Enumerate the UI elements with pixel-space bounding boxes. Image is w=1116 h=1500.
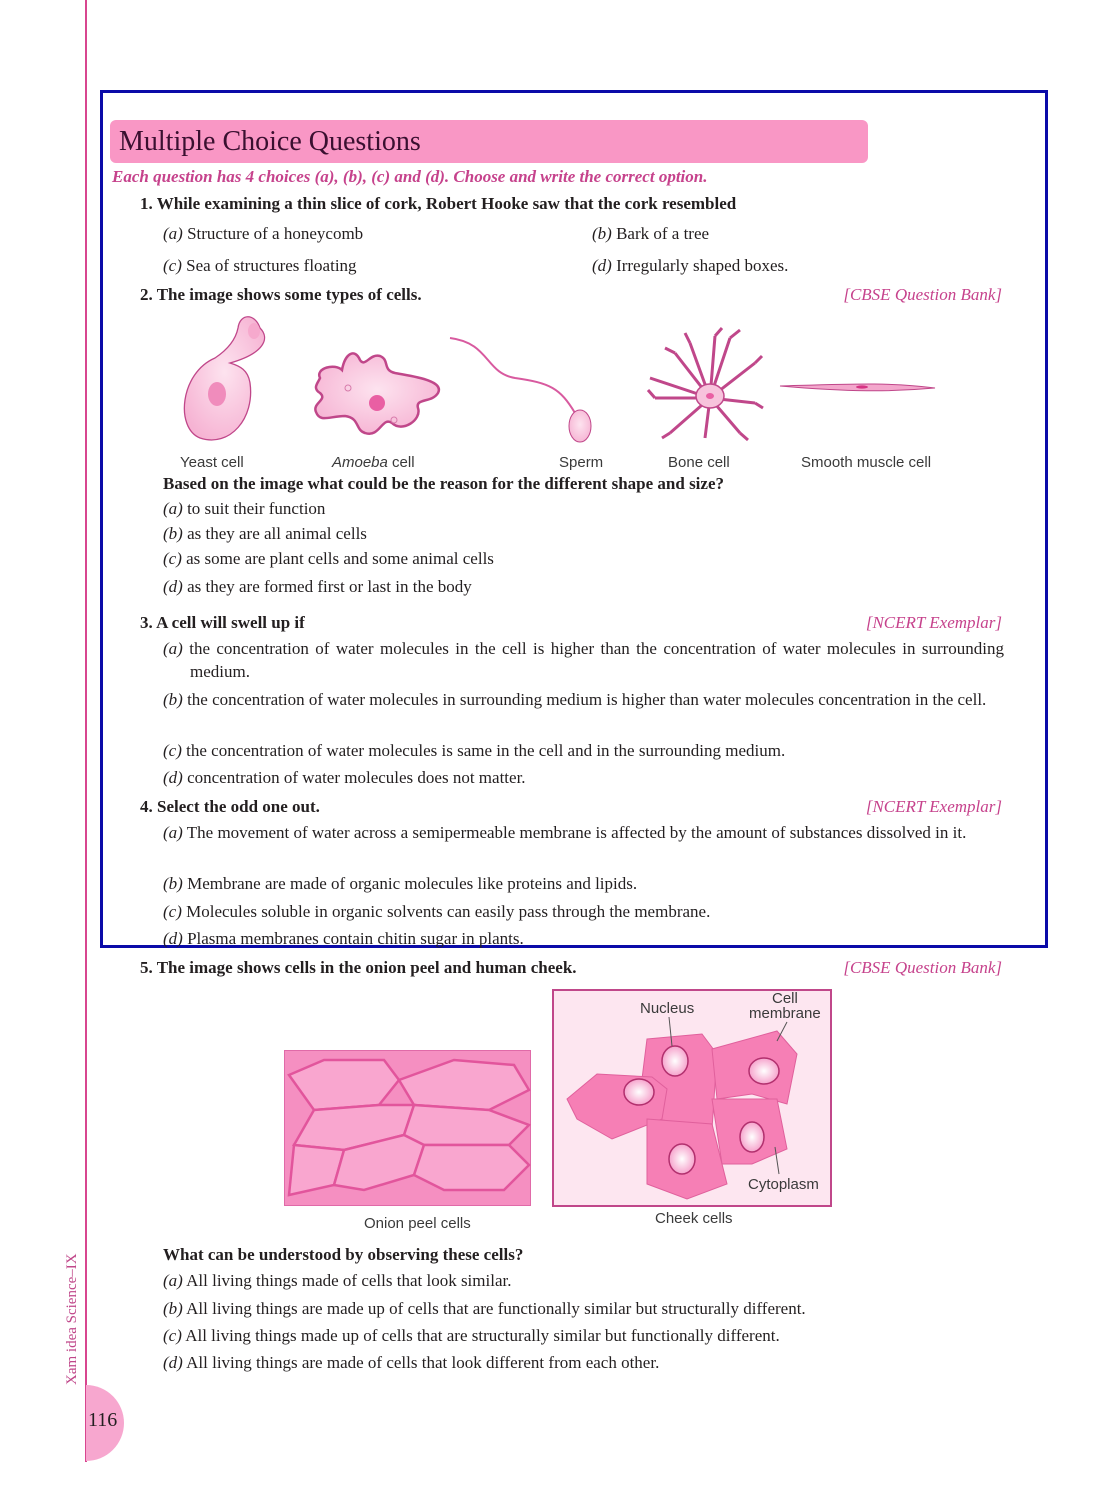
question-number: 5. xyxy=(140,958,153,977)
option-label: (c) xyxy=(163,549,182,568)
q2-option-c[interactable] xyxy=(163,547,494,570)
option-text: All living things are made of cells that look different from each other. xyxy=(186,1353,660,1372)
option-label: (d) xyxy=(163,929,183,948)
question-number: 4. xyxy=(140,797,153,816)
q4-option-d[interactable] xyxy=(163,927,524,950)
label-yeast-cell: Yeast cell xyxy=(180,454,244,471)
cell-types-figure xyxy=(170,308,950,453)
question-2 xyxy=(140,285,422,305)
option-label: (b) xyxy=(163,874,183,893)
q2-option-d[interactable] xyxy=(163,575,472,598)
option-label: (d) xyxy=(163,577,183,596)
q5-option-a[interactable] xyxy=(163,1269,511,1292)
onion-peel-image xyxy=(284,1050,531,1206)
option-text: All living things made of cells that look similar. xyxy=(186,1271,512,1290)
question-text: The image shows some types of cells. xyxy=(156,285,422,304)
margin-line xyxy=(85,0,87,1462)
option-label: (a) xyxy=(163,499,183,518)
option-text: the concentration of water molecules in the cell is higher than the concentration of water molecules in surrounding medium. xyxy=(189,639,1004,681)
question-3 xyxy=(140,613,305,633)
bone-cell-drawing xyxy=(648,328,763,440)
question-5-source: [CBSE Question Bank] xyxy=(843,958,1002,977)
option-label: (a) xyxy=(163,1271,183,1290)
option-text: All living things made up of cells that are structurally similar but functionally different. xyxy=(185,1326,780,1345)
question-2-source: [CBSE Question Bank] xyxy=(843,285,1002,304)
q2-option-a[interactable] xyxy=(163,497,325,520)
option-text: as they are all animal cells xyxy=(187,524,367,543)
option-label: (b) xyxy=(163,524,183,543)
option-label: (d) xyxy=(163,1353,183,1372)
option-text: concentration of water molecules does not matter. xyxy=(187,768,526,787)
label-cytoplasm: Cytoplasm xyxy=(748,1176,819,1193)
label-amoeba-italic: Amoeba xyxy=(332,454,388,471)
q2-option-b[interactable] xyxy=(163,522,367,545)
amoeba-cell-drawing xyxy=(315,353,439,433)
option-label: (d) xyxy=(163,768,183,787)
option-label: (c) xyxy=(163,741,182,760)
label-sperm: Sperm xyxy=(559,454,604,471)
option-text: Membrane are made of organic molecules like proteins and lipids. xyxy=(187,874,638,893)
smooth-muscle-cell-drawing xyxy=(780,384,935,391)
label-bone-cell: Bone cell xyxy=(668,454,730,471)
option-text: the concentration of water molecules in surrounding medium is higher than water molecules concentration in the cell. xyxy=(187,690,987,709)
option-text: Irregularly shaped boxes. xyxy=(616,256,789,275)
q4-option-a[interactable] xyxy=(163,821,1004,844)
option-label: (b) xyxy=(163,1299,183,1318)
label-amoeba-cell xyxy=(332,454,415,471)
book-title: Xam idea Science–IX xyxy=(64,1253,80,1385)
label-nucleus: Nucleus xyxy=(640,1000,695,1017)
q1-option-b[interactable] xyxy=(592,222,709,245)
q4-option-c[interactable] xyxy=(163,900,710,923)
q3-option-d[interactable] xyxy=(163,766,526,789)
option-label: (b) xyxy=(163,690,183,709)
option-label: (c) xyxy=(163,1326,182,1345)
option-label: (a) xyxy=(163,224,183,243)
question-text: Select the odd one out. xyxy=(157,797,320,816)
q4-option-b[interactable] xyxy=(163,872,637,895)
q1-option-a[interactable] xyxy=(163,222,363,245)
q5-option-b[interactable] xyxy=(163,1297,806,1320)
option-label: (a) xyxy=(163,639,183,658)
question-text: A cell will swell up if xyxy=(156,613,305,632)
yeast-cell-drawing xyxy=(184,317,264,440)
question-1 xyxy=(140,194,736,214)
q1-option-c[interactable] xyxy=(163,254,357,277)
option-text: Sea of structures floating xyxy=(186,256,357,275)
option-label: (c) xyxy=(163,256,182,275)
q3-option-a[interactable] xyxy=(163,637,1004,683)
question-text: While examining a thin slice of cork, Robert Hooke saw that the cork resembled xyxy=(156,194,737,213)
label-smooth-muscle-cell: Smooth muscle cell xyxy=(801,454,932,471)
option-text: All living things are made up of cells that are functionally similar but structurally different. xyxy=(186,1299,806,1318)
page-number: 116 xyxy=(88,1409,118,1431)
option-text: as they are formed first or last in the body xyxy=(187,577,472,596)
question-2-stem: Based on the image what could be the reason for the different shape and size? xyxy=(163,474,724,493)
q3-option-c[interactable] xyxy=(163,739,785,762)
option-text: as some are plant cells and some animal cells xyxy=(186,549,494,568)
question-number: 3. xyxy=(140,613,153,632)
question-4-source: [NCERT Exemplar] xyxy=(865,797,1002,816)
option-label: (d) xyxy=(592,256,612,275)
q5-option-d[interactable] xyxy=(163,1351,659,1374)
label-amoeba-cell-word: cell xyxy=(392,454,415,471)
option-text: Bark of a tree xyxy=(616,224,710,243)
option-label: (a) xyxy=(163,823,183,842)
option-text: the concentration of water molecules is same in the cell and in the surrounding medium. xyxy=(186,741,786,760)
option-label: (b) xyxy=(592,224,612,243)
option-text: Structure of a honeycomb xyxy=(187,224,364,243)
section-instruction: Each question has 4 choices (a), (b), (c) and (d). Choose and write the correct option. xyxy=(112,167,708,186)
question-text: The image shows cells in the onion peel and human cheek. xyxy=(156,958,577,977)
question-number: 2. xyxy=(140,285,153,304)
q1-option-d[interactable] xyxy=(592,254,788,277)
option-text: to suit their function xyxy=(187,499,326,518)
option-label: (c) xyxy=(163,902,182,921)
question-3-source: [NCERT Exemplar] xyxy=(865,613,1002,632)
option-text: The movement of water across a semipermeable membrane is affected by the amount of substances dissolved in it. xyxy=(186,823,967,842)
sperm-cell-drawing xyxy=(450,338,591,442)
question-5 xyxy=(140,958,577,978)
option-text: Plasma membranes contain chitin sugar in plants. xyxy=(187,929,524,948)
label-onion-peel-cells: Onion peel cells xyxy=(364,1215,471,1232)
section-title: Multiple Choice Questions xyxy=(119,126,421,157)
q5-option-c[interactable] xyxy=(163,1324,780,1347)
question-number: 1. xyxy=(140,194,153,213)
label-cell-membrane-line1: Cell xyxy=(772,990,798,1007)
label-cheek-cells: Cheek cells xyxy=(655,1210,733,1227)
question-5-stem: What can be understood by observing these cells? xyxy=(163,1245,524,1264)
question-4 xyxy=(140,797,320,817)
option-text: Molecules soluble in organic solvents can easily pass through the membrane. xyxy=(186,902,711,921)
q3-option-b[interactable] xyxy=(163,688,1004,711)
label-cell-membrane-line2: membrane xyxy=(749,1005,821,1022)
